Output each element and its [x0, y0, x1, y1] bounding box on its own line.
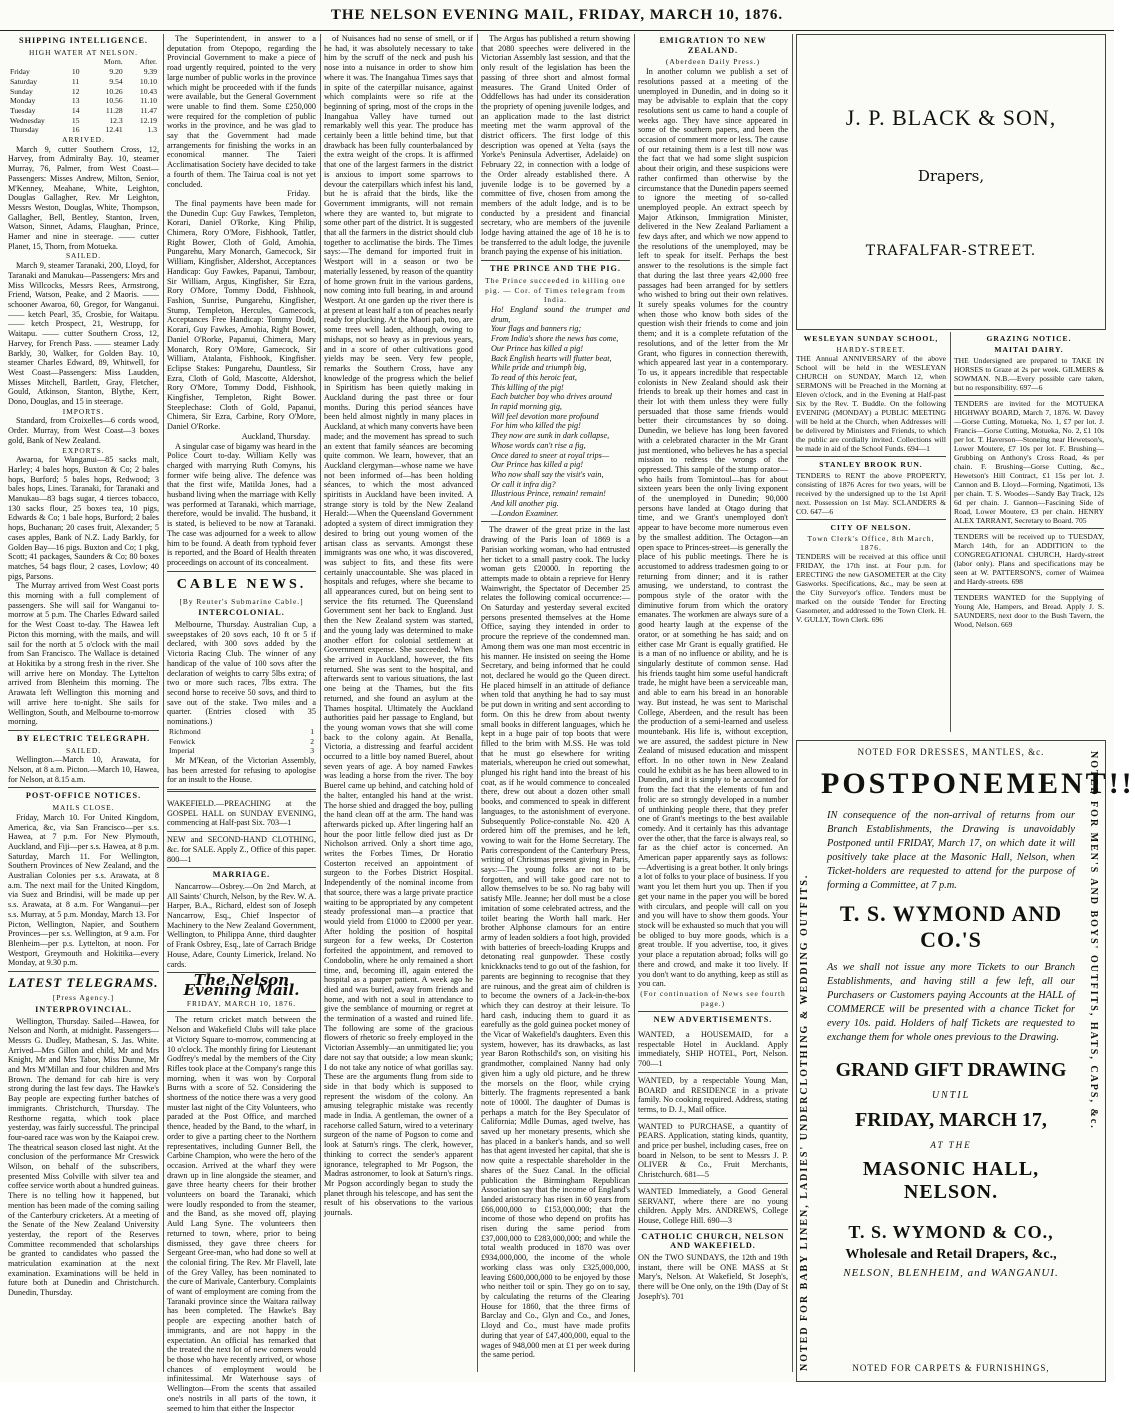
tide-date: 15 [71, 115, 80, 125]
grazing-heading: GRAZING NOTICE. [986, 334, 1072, 343]
tide-header-cell [70, 57, 88, 67]
tide-day: Monday [10, 96, 36, 106]
poem-line: Will feel devotion more profound [491, 411, 599, 421]
horse-name: Imperial [169, 746, 195, 756]
poem-line: Illustrious Prince, remain! remain! [491, 489, 606, 499]
divider [954, 528, 1104, 529]
ad-pears: WANTED to PURCHASE, a quantity of PEARS. Application, stating kinds, quantity, and price per bushel, including cases, free on board in Nelson, to be sent to Messrs J. P. OLIVER & Co., Fruit Merchants, Christchurch. 681—5 [638, 1119, 788, 1184]
poem-subtitle: The Prince succeeded in killing one pig. — Cor. of Times telegram from India. [485, 275, 626, 305]
divider [167, 789, 316, 792]
noted-dresses: NOTED FOR DRESSES, MANTLES, &c. [857, 747, 1045, 757]
vertical-text-right [1081, 751, 1103, 1371]
tide-after: 1.3 [147, 125, 157, 135]
horse-place: 2 [310, 736, 314, 746]
result-row [167, 727, 316, 737]
wymond-text: As we shall not issue any more Tickets to our Branch Establishments, and having still a few left, all our Purchasers or Customers paying Accounts at the HALL of COMMERCE will be presented with a chance Ticket for every 10s. paid. Holders of half Tickets are requested to exchange them for whole ones previous to the Drawing. [827, 962, 1075, 1043]
divider [8, 971, 159, 972]
cable-news-heading: CABLE NEWS. [176, 576, 307, 592]
poem-line: Or call it infra dig? [491, 479, 556, 489]
column-rule [163, 34, 164, 1372]
auckland-text: A singular case of bigamy was heard in the Police Court to-day. William Kelly was charged with marrying Ruth Comyns, his former wife being alive. The defence was that the first wife, Matilda Jones, had a husband living when the marriage with Kelly was performed at Taranaki, which marriage, therefore, would be invalid. The husband, it is stated, is believed to be now at Taranaki. The case was adjourned for a week to allow him to be found. A death from typhoid fever is reported, and the Board of Health threaten proceedings on account of its concealment. [167, 441, 316, 567]
column-2 [167, 34, 316, 1413]
poem-line: Our Prince has killed a pig! [491, 460, 584, 470]
sailed-heading: SAILED. [65, 251, 102, 261]
argus-text: The Argus has published a return showing that 2080 speeches were delivered in the Victorian Assembly last session, and that the only result of the legislation has been the passing of three short and almost formal measures. The Grand United Order of Oddfellows has had under its consideration the propriety of opening juvenile lodges, and an application made to the last district meeting met the warm approval of the district officers. The first lodge of this description was opened at Yelta (says the Yorke's Peninsula Advertiser, Adelaide) on February 22, in connection with a lodge of the Order already established there. A juvenile lodge is to be governed by a committee of five, chosen from among the members of the adult lodge, and is to be conducted by a president and financial secretary, who are members of the juvenile lodge having attained the age of 18 he is to be transferred to the adult lodge, the juvenile branch paying the expense of his initiation. [481, 34, 630, 257]
paper-date: FRIDAY, MARCH 10, 1876. [186, 998, 297, 1008]
ad-board: WANTED, by a respectable Young Man, BOARD and RESIDENCE in a private family. No cooking required. Address, stating terms, to D. J., Mail office. [638, 1073, 788, 1119]
divider [954, 589, 1104, 590]
column-3-text: of Nuisances had no sense of smell, or if he had, it was absolutely necessary to take him by the scruff of the neck and push his nose into a nuisance in order to show him where it was. The Inangahua Times says that in spite of the caterpillar nuisance, against which complaints were so rife at the beginning of spring, most of the crops in the Inangahua Valley have turned out remarkably well this year. The produce has certainly been a little behind time, but that drawback has been fully counterbalanced by the extra weight of the crops. It is affirmed that one of the largest farmers in the district is anxious to import some sparrows to devour the caterpillars which infest his land, but he is afraid that the birds, like the Government immigrants, will not remain where they are wanted to, but migrate to some other part of the district. It is suggested that all the farmers in the district should club together to acclimatise the birds. The Times says:—The demand for imported fruit in Westport will in a season or two be materially lessened, by reason of the quantity of home grown fruit in the various gardens, now coming into full bearing, in and around Westport. At one garden up the river there is at present at least half a ton of peaches nearly ready for plucking. At the Maori pah, too, are some trees well laden, although, owing to mishaps, not so heavy as in previous years, and in a score of other cultivations good yields may be seen. Very few people, remarks the Southern Cross, have any knowledge of the progress which the belief in Spiritism has been quietly making in Auckland during the past three or four months. During this period séances have been held almost nightly in many places in Auckland, at which many converts have been made; and the movement has spread to such an extent that family séances are becoming quite common. We learn, however, that an Auckland clergyman—whose name we have not been informed of—has been holding séances, to which the most advanced spiritists in Auckland have been invited. A strange story is told by the New Zealand Herald:—When the Queensland Government adopted a system of direct immigration they desired to bring out young women of the artisan class as servants. Amongst these immigrants was one who, it was discovered, was subject to fits, and these fits were certainly unaccountable. She was placed in hospitals and refuges, where she became to all appearances cured, but on being sent to service the fits returned. The Queensland Government sent her back to England. Just then the New Zealand system was started, and the young lady was determined to make another effort for colonial settlement at Government expense. She succeeded. When she arrived in Auckland, however, the fits returned. She was sent to the hospital, and afterwards sent to various situations, the last one being at the Thames, but the fits returned, and she found an asylum at the Thames hospital. Ultimately the Auckland authorities paid her passage to England, but the young woman vows that she will come back to the colony again. At Benalla, Victoria, a distressing and fearful accident occurred to a little boy named Buerel, about seven years of age. A boy named Fawkes was leading a horse from the river. The boy Buerel came up behind, and catching hold of the halter, entangled his hand at the wrist. The horse shied and dragged the boy, pulling the hand clean off at the arm. The hand was afterwards picked up. After lingering half an hour the poor little fellow died just as Dr Nicholson arrived. Only a short time ago, writes the Forbes Times, Dr Horatio Costerton received an appointment of surgeon to the Forbes District Hospital. Independently of the nominal income from that source, there was a large private practice waiting to be appropriated by any competent steady professional man—a practice that would yield from £1000 to £2000 per year. After holding the position of hospital surgeon for a few weeks, Dr Costerton forfeited the appointment, and removed to Condobolin, where he only remained a short time, and, becoming ill, again entered the hospital as a pauper patient. A week ago he died and was buried, away from friends and home, and with not a soul in attendance to give the semblance of mourning or regret at the termination of a wasted and ruined life. The following are some of the gracious flowers of rhetoric so freely employed in the Victorian Assembly—an unmitigated lie; you dare not say that outside; a low mean skunk; I do not take any notice of what gorillas say. These are the arguments flung from side to side in that body which is supposed to represent the wisdom of the colony. An amusing telegraphic mistake was recently made in India. A gentleman, the owner of a racehorse called Saturn, wired to a veterinary surgeon of the name of Pogson to come and look at Saturn's rings. The clerk, however, thinking to correct the sender's apparent ignorance, telegraphed to Mr Pogson, the Madras astronomer, to look at Saturn's rings. Mr Pogson accordingly began to study the planet through his telescope, and has sent the result of his observations to the various journals. [324, 34, 473, 1218]
mails-text: Friday, March 10. For United Kingdom, America, &c, via San Francisco—per s.s. Hawea, at 7 p.m. For New Plymouth, Auckland, and Fiji—per s.s. Hawea, at 8 p.m. Saturday, March 11. For Wellington, Southern Provinces of New Zealand, and the Australian Colonies per s.s. Arawata, at 8 a.m. The next mail for the United Kingdom, via Suez and Brindisi, will be made up per s.s. Arawata, at 8 a.m. For Wanganui—per s.s. Murray, at 5 p.m. Monday, March 13. For Picton, Wellington, Napier, and Southern Provinces—per s.s. Wellington, at 9 a.m. For Blenheim—per p.s. Lyttelton, at noon. For Westport, Greymouth and Hokitika—every Monday, at 9.30 p.m. [8, 812, 159, 968]
catholic-text: ON the TWO SUNDAYS, the 12th and 19th instant, there will be ONE MASS at St Mary's, Nelson. At Wakefield, St Joseph's, there will be One only, on the 19th (Day of St Joseph's). 701 [638, 1253, 788, 1301]
tide-header-row [8, 57, 159, 67]
imports-heading: IMPORTS. [62, 406, 105, 416]
cable-results [167, 727, 316, 756]
small-ads-right [954, 332, 1104, 732]
shipping-heading: SHIPPING INTELLIGENCE. [19, 36, 148, 45]
tide-day: Sunday [10, 86, 33, 96]
column-4 [481, 34, 630, 1372]
arrived-heading: ARRIVED. [62, 135, 105, 145]
emigration-source: (Aberdeen Daily Press.) [665, 57, 761, 67]
poem [481, 305, 630, 518]
poem-line: While pride and triumph big, [491, 363, 587, 373]
poem-attribution: —London Examiner. [491, 508, 559, 518]
tide-row [8, 67, 159, 77]
maitai-heading: MAITAI DAIRY. [994, 345, 1064, 354]
tide-morn: 12.3 [109, 115, 123, 125]
vertical-label-right: NOTED FOR MEN'S AND BOYS' OUTFITS, HATS, CAPS, &c. [1088, 751, 1099, 1130]
telegraph-sailed: SAILED. [65, 745, 102, 755]
black-son-street: TRAFALFAR-STREET. [865, 243, 1037, 259]
ad-servant: WANTED Immediately, a Good General SERVANT, where there are no young children. Apply Mrs. ANDREWS, College House, College Hill. 690—3 [638, 1184, 788, 1230]
black-son-trade: Drapers, [917, 167, 985, 185]
tide-morn: 11.28 [105, 105, 123, 115]
towns-line: NELSON, BLENHEIM, and WANGANUI. [843, 1267, 1059, 1279]
tide-after: 11.47 [140, 105, 157, 115]
horse-name: Richmond [169, 726, 201, 736]
wymond-company: T. S. WYMOND & CO., [848, 1222, 1054, 1242]
tide-header-cell: After. [139, 57, 157, 67]
tide-date: 14 [71, 105, 80, 115]
divider [796, 519, 946, 520]
telegraph-heading: BY ELECTRIC TELEGRAPH. [16, 733, 151, 743]
column-rule [950, 332, 951, 732]
tide-after: 12.19 [139, 115, 157, 125]
tide-day: Wednesday [10, 115, 45, 125]
wesleyan-text: THE Annual ANNIVERSARY of the above School will be held in the WESLEYAN CHURCH on SUNDAY, March 12, when SERMONS will be Preached in the Morning at Eleven o'clock, and in the Evening at Half-past Six by the Rev. T. Buddle. On the following EVENING (MONDAY) a PUBLIC MEETING will be held at the Church, when Addresses will be delivered by Ministers and Friends, to which the public are cordially invited. Collections will be made in aid of the School Funds. 694—1 [796, 354, 946, 453]
divider [8, 730, 159, 731]
divider [481, 521, 630, 522]
vertical-text-left [799, 751, 821, 1371]
stanley-text: TENDERS to RENT the above PROPERTY, consisting of 1876 Acres for two years, will be received by the undersigned up to the 1st April next. Possession on 1st May. SCLANDERS & CO. 647—6 [796, 471, 946, 516]
drawing-date: FRIDAY, MARCH 17, [855, 1109, 1047, 1131]
dunedin-text: The Superintendent, in answer to a deputation from Otepopo, regarding the Provincial Government to make a piece of road urgently required, pointed to the very large number of public works in the province which might be proceeded with if the funds were available, but the General Government were unable to find them. Some £250,000 were required for the completion of public works in the province, and he was glad to say that the Government had made arrangements for finishing the works in an economical manner. The Taieri Acclimatisation Society have decided to take a fourth of them. The Tairua coal is not yet concluded. [167, 34, 316, 189]
marriage-heading: MARRIAGE. [212, 870, 271, 880]
result-row [167, 737, 316, 747]
column-rule [634, 34, 635, 1372]
wesleyan-heading: WESLEYAN SUNDAY SCHOOL, [803, 334, 939, 343]
editorial-text: The return cricket match between the Nelson and Wakefield Clubs will take place at Victory Square to-morrow, commencing at 10 o'clock. The monthly firing for Lieutenant Godfrey's medal by the members of the City Rifles took place at the Company's range this morning, when it was won by Corporal Burns with a score of 52. Considering the shortness of the notice there was a very good muster last night of the City Volunteers, who paraded at the Post Office, and marched thence, headed by the Band, to the wharf, in order to give a parting cheer to the Northern representatives, including Gunner Bell, the Carbine Champion, who were the hero of the occasion. Arrived at the wharf they were drawn up in line alongside the steamer, and gave three hearty cheers for their brother volunteers on board the Taranaki, which were loudly responded to from the steamer, and the Band, as she moved off, playing Auld Lang Syne. The volunteers then returned to town, where, prior to being dismissed, they gave three cheers for Sergeant Gree-man, who had done so well at the colonial firing. The Rev. Mr Flavell, late of the Grey Valley, has been nominated to the cure of Marivale, Canterbury. Complaints of want of employment are coming from the Taranaki province since the Waitara railway has been completed. The Hawke's Bay people are expecting another batch of immigrants, and are not happy in the expectation. An official has remarked that the treated the next lot of new comers would be those who have recently arrived, or whose chances of employment would be infinitessimal. Mr Waterhouse says of Wellington—From the scents that assailed one's nostrils in all parts of the town, it seemed to him that either the Inspector [167, 1015, 316, 1413]
auckland-dateline: Auckland, Thursday. [241, 431, 310, 441]
tide-after: 9.39 [143, 67, 157, 77]
tide-date: 10 [71, 67, 80, 77]
tide-morn: 10.26 [105, 86, 123, 96]
cable-note: Mr M'Kean, of the Victorian Assembly, has been arrested for refusing to apologise for an insult to the House. [167, 755, 316, 785]
poem-line: And kill another pig. [491, 499, 559, 509]
friday-dateline: Friday. [287, 189, 310, 199]
mails-close-heading: MAILS CLOSE. [52, 803, 115, 813]
tide-date: 11 [71, 76, 80, 86]
telegraph-text: Wellington.—March 10, Arawata, for Nelson, at 8 a.m. Picton.—March 10, Hawea, for Nelson, at 8.15 a.m. [8, 755, 159, 784]
column-4-text: The drawer of the great prize in the last drawing of the Paris loan of 1869 is a Parisian working woman, who had entrusted her ticket to a small pastry cook. The lucky woman gets £20000. In reporting the attempts made to obtain a reprieve for Henry Wainwright, the Spectator of December 25 relates the following comical occurrence:—On Saturday and yesterday several excited persons presented themselves at the Home Office, saying they intended in order to procure the reprieve of the condemned man. Among them was one man most eccentric in his manner. He insisted on seeing the Home Secretary, and being informed that he could not, declared he would go the Queen direct. He placed himself in an attitude of defiance when told that anything he had to say must be put down in writing and sent according to form. On this he drew from about twenty small books in different languages, which he kept in a huge pair of top boots that were filled to the brim with M.SS. He was told that he must go elsewhere for writing materials, whereupon he cried out somewhat, plunged his right hand into the breast of his coat, as if he would commence to concealed there, drew out about a dozen other small books, and commenced to speak in different languages, to the astonishment of everyone. Subsequently Police-constable No. 420 A ordered him off the premises, and he left, vowing to wait for the Home Secretary. The Paris correspondent of the Canterbury Press, writing of Christmas present giving in Paris, says:—The young folks are not to be forgotten, and will take good care not to allow themselves to be so. No rag baby will satisfy Mlle. Jeanne; her doll must be a close imitation of some celebrated actress, and the toilet bearing the Worth hall mark. Her brother Alphonse clamours for an entire army of leaden soldiers a foot high, provided with batteries of breech-loading Krupps and detonating real gunpowder. These costly knickknacks tend to go out of the fashion, for parents are beginning to recognise that they are ruinous, and the great aim of children is to become the owners of a Jack-in-the-box which they can destroy at their leisure. To hard cash, inducing them to guard it as earefully as the gold guinea pocket money of the Vicar of Wakefield's daughters. Even this system, however, has its drawbacks, as last year Baron Rothschild's son, on visiting his grandmother, complained Nanny had only given him a ugly old picture, and he threw the morsels on the floor, while crying bitterly. The fragments represented a bank note of 1000l. The daughter of Dumas is perhaps a match for the Bey Speculator of California; Mdlle Dumas, aged twelve, has saved up her monetary presents, which she has placed in a banker's hands, and so well has that agent invested her capital, that she is now quite a respectable shareholder in the shares of the Suez Canal. In the official publication the Birmingham Republican Association say that the income of England's landed aristocracy has risen in 60 years from £66,000,000 to £153,000,000; that the income of those who depend on profits has risen during the same period from £37,000,000 to £283,000,000; and while the total wealth produced in 1870 was over £934,000,000, the income of the whole working class was only £325,000,000, leaving £600,000,000 to be enjoyed by those who neither toil or spin. They go on to say, by calculating the returns of the Clearing House for 1860, that the three firms of Barclay and Co., Glyn and Co., and Jones, Lloyd and Co., must have made profits during that year of £47,400,000, equal to the wages of 948,000 men at £1 per week during the same period. [481, 525, 630, 1360]
city-sub: Town Clerk's Office, 8th March, 1876. [807, 534, 935, 552]
column-rule [320, 34, 321, 1372]
at-the-label: AT THE [930, 1140, 972, 1150]
tide-morn: 9.54 [109, 76, 123, 86]
advertisement-panel [796, 34, 1135, 1373]
poem-line: Each butcher boy who drives around [491, 392, 612, 402]
tide-day: Tuesday [10, 105, 36, 115]
press-agency: [Press Agency.] [52, 993, 115, 1003]
tide-row [8, 125, 159, 135]
tide-morn: 10.56 [105, 96, 123, 106]
poem-line: Ho! England sound the trumpet and drum, [491, 304, 630, 324]
tide-morn: 12.41 [105, 125, 123, 135]
horse-place: 1 [310, 726, 314, 736]
emigration-heading: EMIGRATION TO NEW ZEALAND. [659, 36, 767, 55]
vertical-label-left: NOTED FOR BABY LINEN, LADIES' UNDERCLOTHING & WEDDING OUTFITS. [799, 873, 810, 1371]
poem-line: In rapid morning gig, [491, 402, 562, 412]
tide-row [8, 77, 159, 87]
column-3 [324, 34, 473, 1372]
latest-telegrams-heading: LATEST TELEGRAMS. [8, 975, 159, 991]
poem-line: This killing of the pig! [491, 382, 564, 392]
exports-text: Awaroa, for Wanganui—85 sacks malt, Harley; 4 bales hops, Buxton & Co; 2 bales hops, Burford; 5 bales hops, Redwood; 3 bales hops, Lines. Taranaki, for Taranaki and Manukau—83 bags sugar, 4 tierces tobacco, 130 sacks flour, 25 boxes tea, 10 pigs, Edwards & Co; 1 bale hops, Burford; 2 bales hops, Buchanan; 20 cases fruit, Alexander; 5 cases apples, Bank of N.Z. Lady Barkly, for Golden Bay—16 pigs. Buxton and Co; 1 pkg, Scott; 41 packages, Saunders & Co; 80 boxes matches, 54 bags flour, 2 cases, Lovlow; 40 pigs, Parsons. [8, 455, 159, 581]
poem-line: Once dared to sneer at royal trips— [491, 450, 610, 460]
post-office-heading: POST-OFFICE NOTICES. [25, 791, 142, 801]
city-heading: CITY OF NELSON. [830, 523, 912, 532]
divider [796, 456, 946, 457]
column-rule [477, 34, 478, 1372]
tenders-church: TENDERS will be received up to TUESDAY, March 14th, for an ADDITION to the CONGREGATIONAL CHURCH, Hardy-street (labor only). Plans and specifications may be seen at W. PATTERSON'S, corner of Waimea and Hardy-streets. 698 [954, 532, 1104, 586]
tide-table [8, 57, 159, 135]
divider [954, 395, 1104, 396]
wymond-heading: T. S. WYMOND AND CO.'S [839, 901, 1063, 952]
tide-after: 10.43 [139, 86, 157, 96]
divider [638, 1011, 788, 1012]
intercolonial-heading: INTERCOLONIAL. [198, 608, 285, 618]
poem-line: Who now shall say the visit's vain, [491, 469, 604, 479]
poem-line: Your flags and banners rig; [491, 324, 582, 334]
tide-row [8, 116, 159, 126]
horse-name: Fenwick [169, 736, 196, 746]
masthead: THE NELSON EVENING MAIL, FRIDAY, MARCH 10, 1876. [0, 0, 1114, 31]
reuter-note: [By Reuter's Submarine Cable.] [179, 596, 304, 606]
racing-text: The final payments have been made for the Dunedin Cup: Guy Fawkes, Templeton, Korari, Daniel O'Rorke, King Philip, Chimera, Rory O'More, Fishhook, Tattler, Right Bower, Cloth of Gold, Amohia, Pungarehu, Mary Monarch, Gamecock, Sir William, Kingfisher, Aldershot, Acceptances Handicap: Guy Fawkes, Papanui, Tambour, Sir William, Argus, Kingfisher, Sir Ezra, Rory O'More, Tommy Dodd, Fishhook, Fashion, Sunrise, Pungarehu, Kingfisher, Stump, Templeton, Hercules, Gamecock, Acceptances Free Handicap: Tommy Dodd, Korari, Guy Fawkes, Amohia, Right Bower, Daniel O'Rorke, Papanui, Chimera, Mary Monarch, Rory O'More, Gamecock, Sir William, Atalanta, Fishhook, Kingfisher. Eclipse Stakes: Pungarehu, Dauntless, Sir Ezra, Cloth of Gold, Mascotte, Aldershot, Rory O'More, Tommy Dodd, Fishhook, Kingfisher, Templeton, Right Bower. Steeplechase: Cloth of Gold, Papanui, Chimera, Sir Ezra, Carbine, Rory O'More, Daniel O'Rorke. [167, 198, 316, 432]
ad-wakefield: WAKEFIELD.—PREACHING at the GOSPEL HALL on SUNDAY EVENING, commencing at Half-past Six. 703—1 [167, 796, 316, 832]
wholesale-line: Wholesale and Retail Drapers, &c., [845, 1247, 1057, 1262]
noted-carpets: NOTED FOR CARPETS & FURNISHINGS, [852, 1363, 1050, 1373]
tide-header-cell [8, 57, 70, 67]
continuation-note: (For continuation of News see fourth page.) [640, 988, 786, 1008]
arrived-text: March 9, cutter Southern Cross, 12, Harvey, from Admiralty Bay. 10, steamer Murray, 76, Palmer, from West Coast—Passengers: Misses Andrew, Milton, Senior, M'Kenney, Meahane, White, Leighton, Douglas Gallagher, Rev. Mr Leighton, Messrs Weston, Douglas, White, Thompson, Gallagher, Bell, Bentley, Stanton, Irven, Watson, Sinnet, Adams, Flaughan, Prince, Hamer and nine in steerage. —— cutter Planet, 15, Thorn, from Motueka. [8, 144, 159, 251]
ad-clothing: NEW and SECOND-HAND CLOTHING, &c. for SALE. Apply Z., Office of this paper. 800—1 [167, 832, 316, 868]
cable-text: Melbourne, Thursday. Australian Cup, a sweepstakes of 20 sovs each, 10 ft or 5 if declared, with 300 sovs added by the Victoria Racing Club. The winner of any handicap of the value of 100 sovs after the declaration of weights to carry 5lbs extra; of two or more such races, 7lbs extra. The second horse to receive 50 sovs, and third to save out of the stake. Two miles and a quarter. (Entries closed with 35 nominations.) [167, 620, 316, 727]
tide-row [8, 106, 159, 116]
imports-text: Standard, from Croixelles—6 cords wood, Order. Murray, from West Coast—3 boxes gold, Bank of New Zealand. [8, 416, 159, 445]
result-row [167, 746, 316, 756]
catholic-heading: CATHOLIC CHURCH, NELSON AND WAKEFIELD. [641, 1231, 785, 1251]
shipping-notes: The Murray arrived from West Coast ports this morning with a full complement of passengers. She will sail for Wanganui to-morrow at 5 p.m. The Charles Edward sailed for the West Coast to-day. The Hawea left Picton this morning, with the mails, and will sail for the north at 5 o'clock with the mail from San Francisco. The Wallace is detained at Hokitika by a strong fresh in the river. She will arrive here on Monday. The Lyttelton arrived from Blenheim this morning. The Arawata left Wellington this morning and will arrive here to-night. She sails for Wellington, South, and Melbourne to-morrow morning. [8, 581, 159, 727]
until-label: UNTIL [931, 1090, 971, 1101]
tide-after: 11.10 [140, 96, 157, 106]
grazing-text: THE Undersigned are prepared to TAKE IN HORSES to Graze at 2s per week. GILMERS & SOWMAN. N.B.—Every possible care taken, but no responsibility. 697—6 [954, 356, 1104, 392]
grand-gift-heading: GRAND GIFT DRAWING [835, 1059, 1067, 1081]
column-rule [792, 34, 793, 1372]
tide-row [8, 96, 159, 106]
postponement-heading: POSTPONEMENT!! [821, 767, 1135, 800]
wesleyan-sub: HARDY-STREET. [836, 345, 906, 354]
column-1 [8, 34, 159, 1372]
poem-line: They now are sunk in dark collapse, [491, 431, 610, 441]
black-son-advert [796, 34, 1106, 330]
divider [481, 260, 630, 261]
tide-header-cell: Morn. [103, 57, 123, 67]
tide-after: 10.10 [139, 76, 157, 86]
poem-line: Whose words can't rise a fig, [491, 440, 586, 450]
tide-date: 13 [71, 96, 80, 106]
interprovincial-heading: INTERPROVINCIAL. [35, 1004, 132, 1014]
poem-heading: THE PRINCE AND THE PIG. [490, 264, 621, 274]
stanley-heading: STANLEY BROOK RUN. [819, 460, 923, 469]
poem-line: From India's shore the news has come, [491, 334, 619, 344]
divider [8, 787, 159, 788]
city-text: TENDERS will be received at this office until FRIDAY, the 17th inst. at Four p.m. for ERECTING the new GASOMETER at the City Gasworks. Specifications, &c., may be seen at the City Surveyor's office. Tenders must be marked on the outside Tender for Erecting Gasometer, and addressed to the Town Clerk. H. V. GULLY, Town Clerk. 696 [796, 552, 946, 624]
emigration-text: In another column we publish a set of resolutions passed at a meeting of the unemployed in Dunedin, and in doing so it may be advisable to explain that the copy resolutions sent us came to hand a couple of weeks ago. They have since appeared in some of the southern papers, and been the occasion of comment more or less. The cause of our retaining them is a lest till now was the fact that we had some slight suspicion about their origin, and these suspicions were rather confirmed than otherwise by the circumstance that the Dunedin papers seemed to ignore the meeting of so-called unemployed people. An extract speech by Major Atkinson, Immigration Minister, delivered in the New Zealand Parliament a few days after, and which we now append to the resolutions of the unemployed, may be left to speak for itself. Perhaps the best answer to the resolutions is the simple fact that during the last three years 42,000 free passages had been arranged for by settlers who wished to bring out their own relatives. It surely speaks volumes for the country when those who know both sides of the question wish their friends to come and join them; and it is a complete refutation of the resolutions, and of the letter from the Mr Grant, who figures in connection therewith, which appeared last year in a contemporary. To us, it appears incredible that respectable colonists in New Zealand should ask their friends to break up their homes and cast in their lot with them unless they were fully persuaded that those same friends would better their circumstances by so doing. Dunedin, we believe has long been favored with a celebrated character in the Mr Grant just mentioned, who believes he has a special mission to redress the wrongs of the oppressed. This sample of the stump orator—who hails from Tomintoul—has for about sixteen years been the only living exponent of the unemployed in Dunedin; 90,000 persons have landed at Otago during that time, and we Grant's unemployed don't appear to have become more numerous even by the smallest addition. The Octagon—an open space to Princes-street—is generally the place of his public meetings. There he is accustomed to address tradesmen going to or returning from dinner; and it is rather amusing, we understand, to contrast the pompous style of the orator with the diminutive forum from which the oratory emanates. The workmen are always sure of a good hearty laugh at the expense of the orator, or at something he has said; and on either case Mr Grant is equally gratified. He is a man of no influence or ability, and he is singularly destitute of common sense. Had his friends taught him some useful handicraft trade, he might have been a serviceable man, and able to earn his bread in an honorable way. But instead, he was sent to Marischal College, Aberdeen, and the result has been the production of a semi-learned and useless mountebank. His life is, without exception, we are assured, the saddest picture in New Zealand of misused education and misspent effort. In no other town in New Zealand could he exhibit as he has been allowed to in Dunedin, and it is simply to be accounted for from the fact that the elements of fun and frolic are so strongly developed in a number of unthinking people there, that they prefer one of Grant's meetings to the best available comedy. And it certainly has this advantage over the other, that the farce is always real, so far as the chief actor is concerned. An American paper apparently says as follows:—Advertising is a great bother. It only brings a lot of folks to your place of business. If you want you let them hurt you up. Then if you get your name in the paper you will be bored with circulars, and people will call on you and you will have to show them goods. Your stock will be exhausted so much that you will be obliged to buy more goods, which is a great trouble. If you advertise, too, it gives your place a reputation abroad; folks will go there and crowd, and make it too lively. If you don't want to do anything, keep as still as you can. [638, 67, 788, 989]
masonic-hall: MASONIC HALL, NELSON. [862, 1158, 1040, 1203]
tide-row [8, 87, 159, 97]
exports-heading: EXPORTS. [62, 445, 105, 455]
column-5 [638, 34, 788, 1372]
tide-day: Friday [10, 67, 30, 77]
horse-place: 3 [310, 746, 314, 756]
postponement-text: IN consequence of the non-arrival of returns from our Branch Establishments, the Drawing is unavoidably Postponed until FRIDAY, March 17, on which date it will positively take place at the Masonic Hall, Nelson, when Ticket-holders are requested to attend for the purpose of forming a Committee, at 7 p.m. [827, 810, 1075, 891]
tide-date: 12 [71, 86, 80, 96]
tide-date: 16 [71, 125, 80, 135]
divider [167, 571, 316, 572]
black-son-name: J. P. BLACK & SON, [845, 105, 1057, 130]
divider [167, 1011, 316, 1012]
ad-housemaid: WANTED, a HOUSEMAID, for a respectable Hotel in Auckland. Apply immediately, SHIP HOTEL, Port, Nelson. 700—1 [638, 1027, 788, 1073]
paper-title: The Nelson Evening Mail. [183, 971, 300, 999]
poem-line: Back English hearts will flutter beat, [491, 353, 612, 363]
tenders-highway: TENDERS are invited for the MOTUEKA HIGHWAY BOARD, March 7, 1876. W. Davey—Gorse Cutting, Motueka, No. 1, £7 per lot. J. Francis—Gorse Cutting, Motueka, No. 2, £1 10s per lot. T. Haverson—Stoneing near Hewetson's, Lower Moutere, £7 10s per lot. F. Brushing—Grubbing on Anthony's Cross Road, 4s per chain. F. Brushing—Gorse Cutting, &c., Hewetson's Hill Contract, £1 15s per lot. J. Cannon and B. Lloyd—Forming, Ngatimoti, 13s per chain. T. S. Woodes—Sandy Bay Track, 12s 6d per chain. J. Gannon—Fascining Side of Road, Lower Moutere, £3 per chain. HENRY ALEX TARRANT, Secretary to Board. 705 [954, 399, 1104, 525]
tide-day: Thursday [10, 125, 39, 135]
new-ads-heading: NEW ADVERTISEMENTS. [653, 1015, 773, 1025]
high-water-heading: HIGH WATER AT NELSON. [28, 47, 138, 57]
telegrams-text: Wellington, Thursday. Sailed—Hawea, for Nelson and North, at midnight. Passengers—Messrs G. Dudley, Mathesan, S. Jas. White. Arrived—Mrs Gillon and child, Mr and Mrs Knight, Mr and Mrs Tabor, Miss Dunne, Mr and Mrs M'Millan and four children and Mrs Brown. The demand for cab hire is very strong during the last few days. The Hawke's Bay people are expecting further batches of immigrants. Christchurch, Thursday. The Resthorne regatta, which took place yesterday, was fairly successful. The principal four-oared race was won by the Kaiapoi crew. The theatrical season closed last night. At the conclusion of the performance Mr Creswick Wilson, on behalf of the subscribers, presented Miss Colville with silver tea and coffee service worth about a hundred guineas. There is no telling how it happened, but mention has been made of the coming sailing of the Canterbury cricketers. At a meeting of the Senate of the New Zealand University yesterday, the report of the Reserves Committee recommended that scholarships be granted to candidates who passed the matriculation examination at the next examination. Examinations will be held in future both at Dunedin and Christchurch. Dunedin, Thursday. [8, 1016, 159, 1298]
tide-day: Saturday [10, 76, 37, 86]
tenders-ale: TENDERS WANTED for the Supplying of Young Ale, Hampers, and Bread. Apply J. S. SAUNDERS, next door to the Bush Tavern, the Wood, Nelson. 669 [954, 593, 1104, 629]
poem-line: To read of this heroic feat, [491, 372, 577, 382]
poem-line: For him who killed the pig! [491, 421, 581, 431]
tide-morn: 9.20 [109, 67, 123, 77]
sailed-text: March 9, steamer Taranaki, 200, Lloyd, for Taranaki and Manukau—Passengers: Mrs and Miss Willcocks, Messrs Rees, Armstrong, Friend, Watson, Peake, and 2 Maoris. —— schooner Awaroa, 60, Gregor, for Wanganui. —— ketch Pearl, 35, Crosbie, for Waitapu. —— ketch Prospect, 21, Westrupp, for Waitapu. —— cutter Southern Cross, 12, Harvey, for French Pass. —— steamer Lady Barkly, 30, Walker, for Golden Bay. 10, steamer Charles Edward, 89, Whitwell, for West Coast—Passengers: Miss Laudden, Misses Mitchell, Bartlett, Gray, Fletcher, Gould, Atkinson, Stanton, Blythe, Kerr, Dono, Douglas, and 15 in steerage. [8, 261, 159, 407]
wymond-advert [796, 740, 1135, 1382]
small-ads-left [796, 332, 946, 732]
marriage-text: Nancarrow—Osbrey.—On 2nd March, at All Saints' Church, Nelson, by the Rev. W. A. Harper, B.A., Richard, eldest son of Joseph Nancarrow, Esq., Chief Inspector of Machinery to the New Zealand Government, Wellington, to Philippa Anne, third daughter of Frank Osbrey, Esq., late of Carrach Bridge House, Adare, County Limerick, Ireland. No cards. [167, 881, 316, 969]
poem-line: Our Prince has killed a pig! [491, 343, 584, 353]
